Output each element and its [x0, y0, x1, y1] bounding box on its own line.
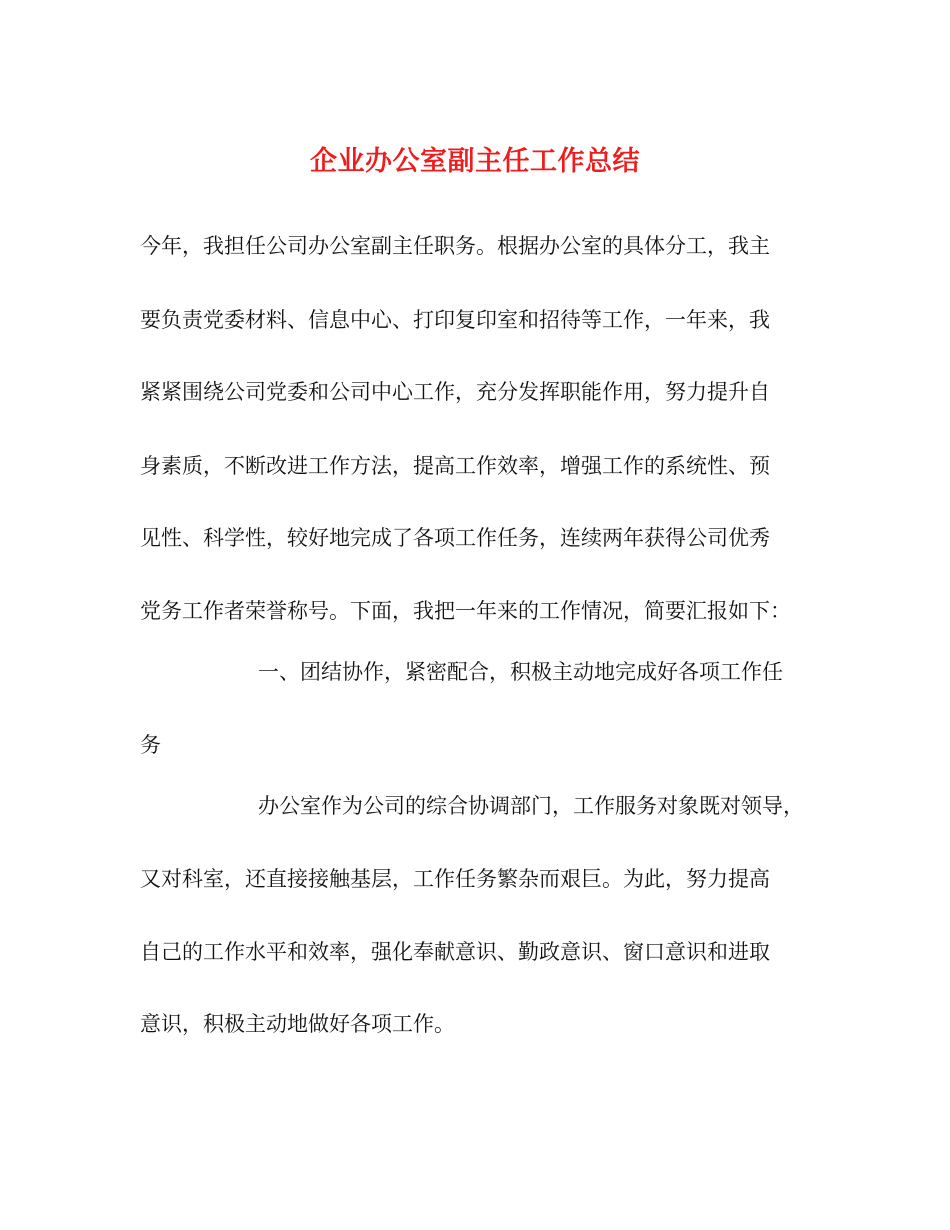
paragraph-line: 自己的工作水平和效率，强化奉献意识、勤政意识、窗口意识和进取	[140, 940, 770, 964]
section-heading-line: 一、团结协作，紧密配合，积极主动地完成好各项工作任	[258, 660, 783, 684]
paragraph-line: 今年，我担任公司办公室副主任职务。根据办公室的具体分工，我主	[140, 234, 770, 258]
paragraph-line: 紧紧围绕公司党委和公司中心工作，充分发挥职能作用，努力提升自	[140, 380, 770, 404]
paragraph-line: 办公室作为公司的综合协调部门，工作服务对象既对领导，	[258, 794, 804, 818]
paragraph-line: 意识，积极主动地做好各项工作。	[140, 1012, 455, 1036]
section-heading-line: 务	[140, 733, 161, 757]
paragraph-line: 要负责党委材料、信息中心、打印复印室和招待等工作，一年来，我	[140, 308, 770, 332]
paragraph-line: 身素质，不断改进工作方法，提高工作效率，增强工作的系统性、预	[140, 454, 770, 478]
document-title: 企业办公室副主任工作总结	[310, 146, 640, 177]
paragraph-line: 又对科室，还直接接触基层，工作任务繁杂而艰巨。为此，努力提高	[140, 867, 770, 891]
paragraph-line: 党务工作者荣誉称号。下面，我把一年来的工作情况，简要汇报如下：	[140, 599, 791, 623]
paragraph-line: 见性、科学性，较好地完成了各项工作任务，连续两年获得公司优秀	[140, 526, 770, 550]
